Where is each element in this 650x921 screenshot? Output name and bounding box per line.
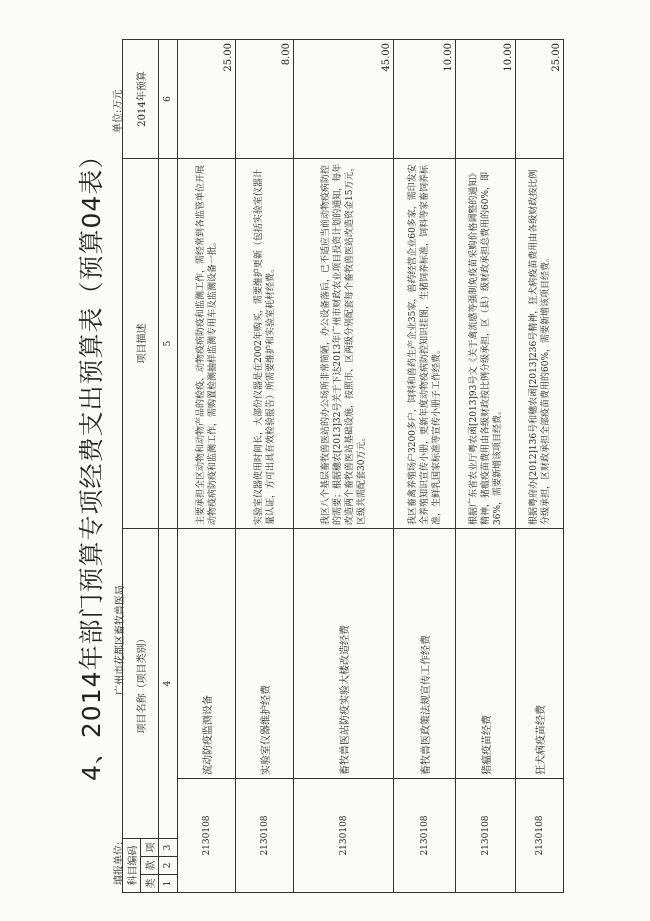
project-desc-cell: 主要承担全区动物和动物产品的检疫、动物疫病防疫和监测工作，需经常到各监管单位开展动物疫病防疫和监测工作，需购置检测抽样监测专用车及监测设备一批。 (178, 159, 236, 529)
project-name-cell: 猪瘟疫苗经费 (456, 529, 516, 779)
subject-code-cell: 2130108 (456, 779, 516, 893)
budget-amount-cell: 10.00 (456, 40, 516, 159)
table-row (456, 40, 516, 893)
budget-amount-cell: 25.00 (516, 40, 564, 159)
budget-amount-cell: 45.00 (294, 40, 394, 159)
table-row (178, 40, 236, 893)
project-desc-cell: 我区畜禽养殖场户3200多户，饲料和兽药生产企业35家，兽药经营企业60多家，需印发安全养殖知识宣传小册，更新年度动物疫病防控知识挂图，生猪饲养标准，饲料等家畜饲养标准，生鲜乳国家标准等宣传小册子工作经费。 (394, 159, 456, 529)
unit-label: 单位:万元 (113, 89, 124, 133)
project-name-cell: 流动防疫监测设备 (178, 529, 236, 779)
table-row (236, 40, 294, 893)
subject-code-cell: 2130108 (516, 779, 564, 893)
project-name-cell: 狂犬病疫苗经费 (516, 529, 564, 779)
header-xiang: 项 (141, 839, 159, 857)
budget-table (122, 39, 564, 893)
table-row (394, 40, 456, 893)
index-cell: 2 (159, 857, 178, 875)
project-desc-cell: 根据粤府办[2012]136号和穗农函[2013]236号精神，狂犬病疫苗费用由各级财政按比例分级承担，区财政承担全部疫苗费用的60%，需要新增该项目经费。 (516, 159, 564, 529)
project-name-cell: 畜牧兽医政策法规宣传工作经费 (394, 529, 456, 779)
project-desc-cell: 我区八个基层畜牧兽医站的办公场所非常简陋，办公设备落后，已不适应当前动物疫病防控的需要；根据穗农[2013]32号关于下达2013年广州市财政农业项目投资计划的通知，每年改造两个畜牧兽医站基础设施，按照市、区两级分别配套每个畜牧兽医站改造资金15万元，区级共需配套30万元。 (294, 159, 394, 529)
index-cell: 3 (159, 839, 178, 857)
index-row (159, 40, 178, 893)
budget-amount-cell: 25.00 (178, 40, 236, 159)
header-project-desc: 项目描述 (123, 159, 159, 529)
project-name-cell: 畜牧兽医站防疫实验大楼改造经费 (294, 529, 394, 779)
project-name-cell: 实验室仪器维护经费 (236, 529, 294, 779)
subject-code-cell: 2130108 (236, 779, 294, 893)
subject-code-cell: 2130108 (394, 779, 456, 893)
index-cell: 4 (159, 529, 178, 839)
index-cell: 5 (159, 159, 178, 529)
header-row-1 (123, 40, 141, 893)
header-lei: 类 (141, 875, 159, 893)
table-row (516, 40, 564, 893)
document-title: 4、2014年部门预算专项经费支出预算表（预算04表） (77, 142, 106, 781)
header-project-name: 项目名称（项目类别） (123, 529, 159, 839)
header-subject-code: 科目编码 (123, 839, 141, 893)
organization-name: 广州市花都区畜牧兽医局 (115, 585, 126, 695)
budget-amount-cell: 10.00 (394, 40, 456, 159)
header-kuan: 款 (141, 857, 159, 875)
project-desc-cell: 实验室仪器使用时间长，大部份仪器是在2002年购买，需要维护更新（包括实验室仪器计量认证，方可出具有效检验报告）所需要维护和实验室耗材经费。 (236, 159, 294, 529)
table-row (294, 40, 394, 893)
subject-code-cell: 2130108 (294, 779, 394, 893)
index-cell: 1 (159, 875, 178, 893)
index-cell: 6 (159, 40, 178, 159)
project-desc-cell: 根据广东省农业厅粤农函[2013]93号文《关于禽流感等强制免疫苗采购价格调整的通知》精神，猪瘟疫苗费用由各级财政按比例分级承担，区（县）级财政承担总费用的60%，即36%，需要新增该项目经费。 (456, 159, 516, 529)
filler-label: 填报单位: (114, 841, 125, 885)
subject-code-cell: 2130108 (178, 779, 236, 893)
budget-amount-cell: 8.00 (236, 40, 294, 159)
header-budget-2014: 2014年预算 (123, 40, 159, 159)
